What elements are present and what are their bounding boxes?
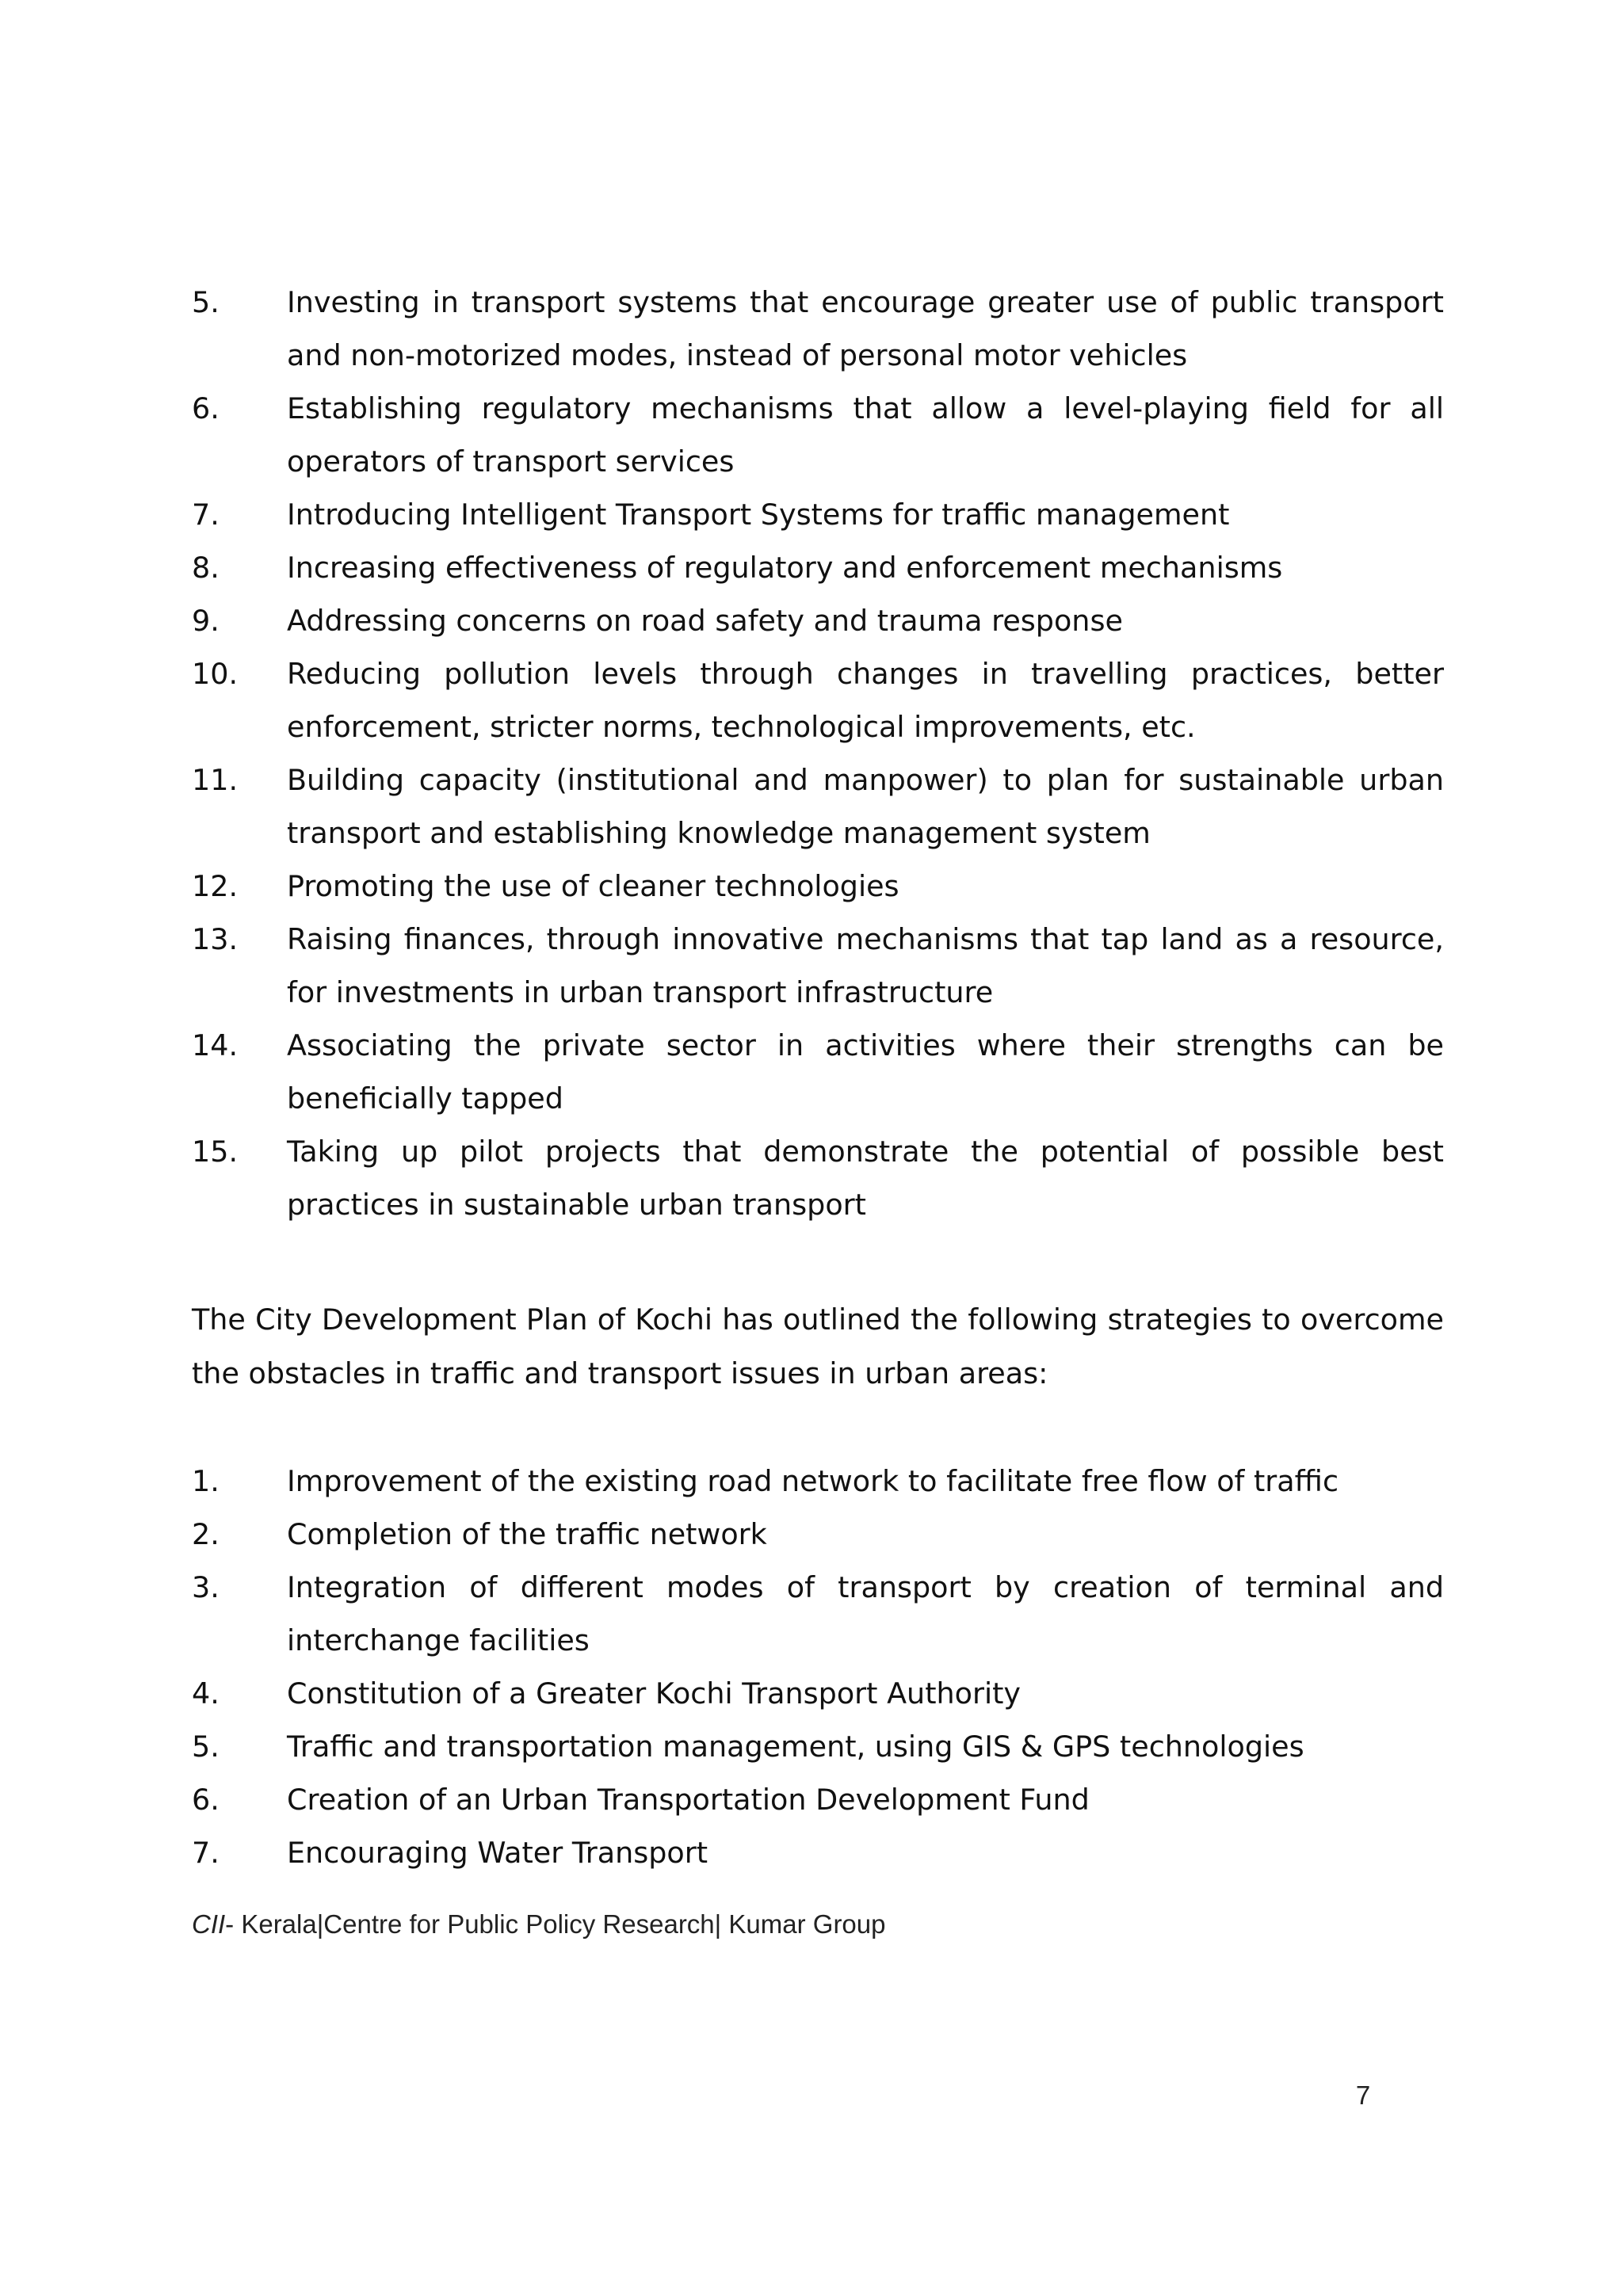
list-item-number: 4. — [192, 1676, 220, 1711]
list-item-number: 10. — [192, 657, 239, 691]
list-item — [192, 594, 1444, 647]
list-item-number: 11. — [192, 763, 239, 797]
list-item — [192, 753, 1444, 860]
list-item — [192, 276, 1444, 382]
footer-org-abbrev: CII — [192, 1909, 226, 1939]
list-item — [192, 1826, 1444, 1879]
list-item — [192, 1019, 1444, 1125]
list-item — [192, 1508, 1444, 1561]
list-item-number: 14. — [192, 1028, 239, 1062]
list-item-number: 2. — [192, 1517, 220, 1551]
list-item — [192, 1125, 1444, 1231]
list-item-text: Reducing pollution levels through changes in travelling practices, better enforcement, stricter norms, technological improvements, etc. — [287, 657, 1444, 744]
list-item — [192, 488, 1444, 541]
list-item-text: Encouraging Water Transport — [287, 1836, 708, 1870]
list-item-number: 3. — [192, 1570, 220, 1604]
list-item-number: 5. — [192, 1730, 220, 1764]
list-item-number: 5. — [192, 285, 220, 319]
list-item-text: Introducing Intelligent Transport Systems for traffic management — [287, 498, 1230, 532]
list-item-text: Constitution of a Greater Kochi Transport Authority — [287, 1676, 1022, 1711]
list-item-text: Investing in transport systems that encourage greater use of public transport and non-motorized modes, instead of personal motor vehicles — [287, 285, 1444, 372]
list-item — [192, 541, 1444, 594]
list-item-number: 7. — [192, 498, 220, 532]
list-item-text: Integration of different modes of transport by creation of terminal and interchange facilities — [287, 1570, 1444, 1657]
list-item-text: Building capacity (institutional and manpower) to plan for sustainable urban transport and establishing knowledge management system — [287, 763, 1444, 850]
list-item-number: 15. — [192, 1135, 239, 1169]
list-item-text: Establishing regulatory mechanisms that allow a level-playing field for all operators of transport services — [287, 391, 1444, 479]
list-item-number: 9. — [192, 604, 220, 638]
list-item — [192, 382, 1444, 488]
list-item — [192, 1720, 1444, 1773]
list-item-text: Associating the private sector in activities where their strengths can be beneficially tapped — [287, 1028, 1444, 1116]
list-item-number: 6. — [192, 391, 220, 425]
list-item-number: 8. — [192, 551, 220, 585]
body-paragraph: The City Development Plan of Kochi has outlined the following strategies to overcome the obstacles in traffic and transport issues in urban areas: — [192, 1302, 1444, 1390]
list-item-number: 7. — [192, 1836, 220, 1870]
page-number: 7 — [1355, 2081, 1371, 2110]
policy-objectives-list — [192, 276, 1444, 1231]
list-item — [192, 647, 1444, 753]
list-item-text: Raising finances, through innovative mechanisms that tap land as a resource, for investments in urban transport infrastructure — [287, 922, 1444, 1009]
strategies-list — [192, 1455, 1444, 1879]
list-item-number: 1. — [192, 1464, 220, 1498]
list-item — [192, 1773, 1444, 1826]
list-item-text: Addressing concerns on road safety and trauma response — [287, 604, 1123, 638]
list-item-text: Creation of an Urban Transportation Development Fund — [287, 1783, 1090, 1817]
list-item-text: Increasing effectiveness of regulatory and enforcement mechanisms — [287, 551, 1283, 585]
list-item-text: Taking up pilot projects that demonstrate the potential of possible best practices in sustainable urban transport — [287, 1135, 1444, 1222]
list-item-text: Promoting the use of cleaner technologies — [287, 869, 899, 903]
footer-text: - Kerala|Centre for Public Policy Research| Kumar Group — [225, 1909, 886, 1939]
list-item — [192, 1455, 1444, 1508]
list-item — [192, 1667, 1444, 1720]
list-item-number: 13. — [192, 922, 239, 956]
list-item-number: 6. — [192, 1783, 220, 1817]
list-item — [192, 860, 1444, 913]
list-item — [192, 1561, 1444, 1667]
list-item-text: Improvement of the existing road network to facilitate free flow of traffic — [287, 1464, 1339, 1498]
list-item — [192, 913, 1444, 1019]
list-item-number: 12. — [192, 869, 239, 903]
list-item-text: Completion of the traffic network — [287, 1517, 767, 1551]
list-item-text: Traffic and transportation management, using GIS & GPS technologies — [287, 1730, 1304, 1764]
page-footer — [192, 1909, 886, 1939]
